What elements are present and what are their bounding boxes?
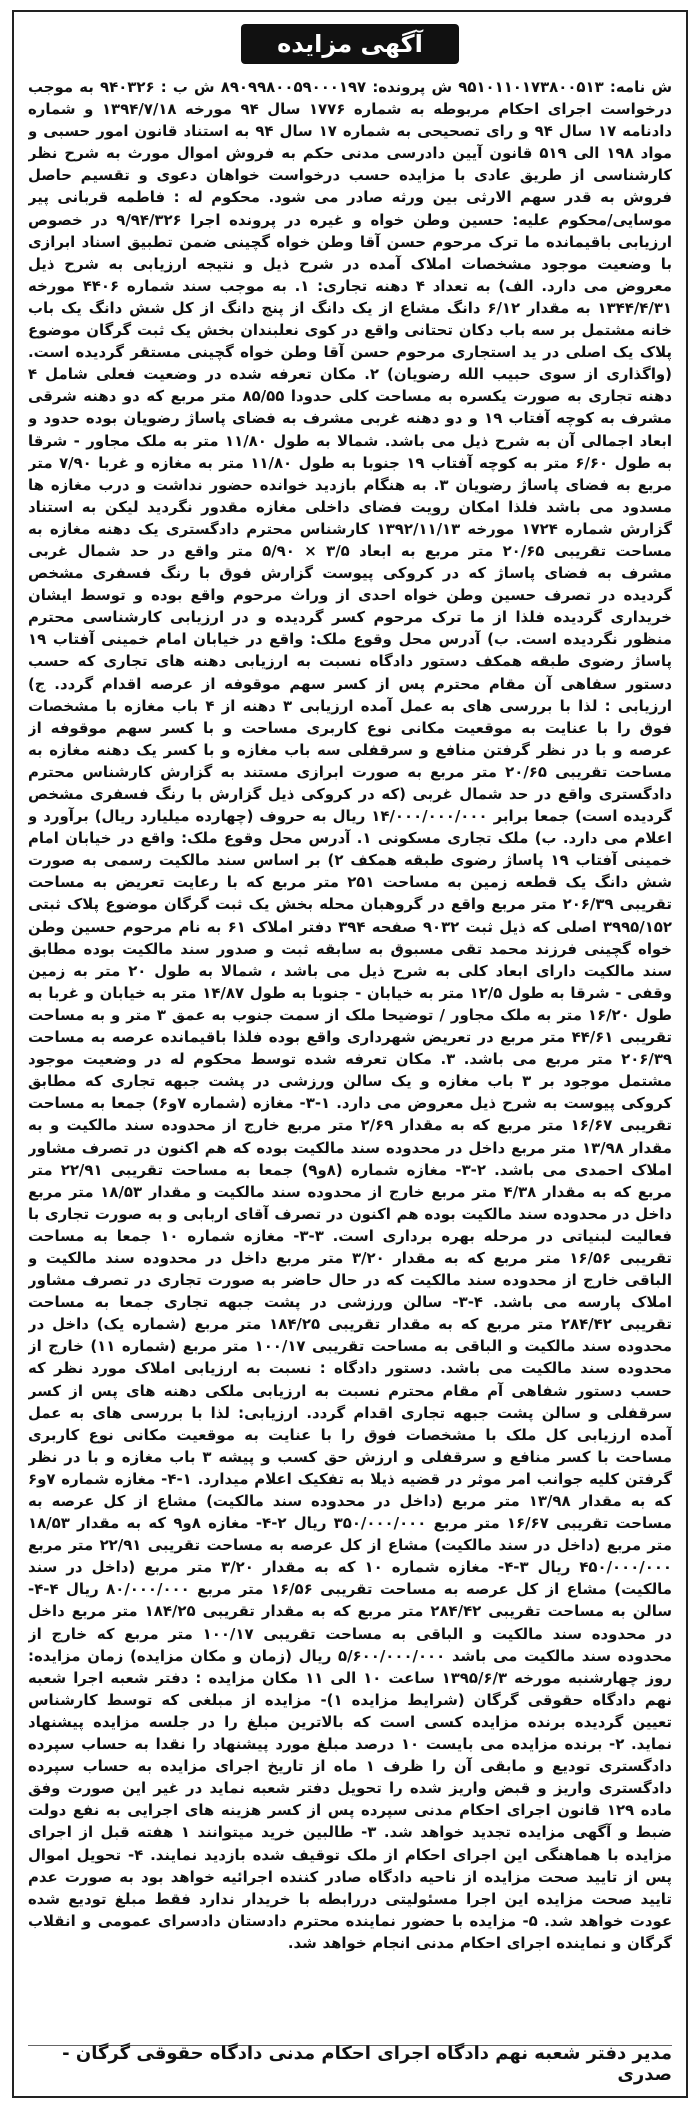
notice-page [12, 10, 688, 2098]
title-bar [14, 22, 686, 66]
notice-body: ش نامه: ۹۵۱۰۱۱۰۱۷۳۸۰۰۵۱۳ ش پرونده: ۸۹۰۹۹۸۰۰۵۹۰۰۰۱۹۷ ش ب : ۹۴۰۳۲۶ به موجب درخواست اجرای احکام مربوطه به شماره ۱۷۷۶ سال ۹۴ مورخه ۱۳۹۴/۷/۱۸ و شماره دادنامه ۱۷ سال ۹۴ و رای تصحیحی به شماره ۱۷ سال ۹۴ به استناد قانون امور حسبی و مواد ۱۹۸ الی ۵۱۹ قانون آیین دادرسی مدنی حکم به فروش اموال مورث به شرح نظر کارشناسی از طریق عادی با مزایده حسب درخواست خواهان دعوی و تقسیم حاصل فروش به قدر سهم الارثی بین ورثه صادر می شود. محکوم له : فاطمه قربانی پیر موسایی/محکوم علیه: حسین وطن خواه و غیره در پرونده اجرا ۹/۹۴/۳۲۶ در خصوص ارزیابی باقیمانده ما ترک مرحوم حسن آقا وطن خواه گچینی ضمن تطبیق اسناد ابرازی با وضعیت موجود مشخصات املاک آمده در شرح ذیل و نتیجه ارزیابی به شرح ذیل معروض می دارد. الف) به تعداد ۴ دهنه تجاری: ۱. به موجب سند شماره ۴۴۰۶ مورخه ۱۳۴۴/۴/۳۱ به مقدار ۶/۱۲ دانگ مشاع از یک دانگ از پنج دانگ از کل شش دانگ یک باب خانه مشتمل بر سه باب دکان تحتانی واقع در کوی نعلبندان بخش یک ثبت گرگان موضوع پلاک یک اصلی در ید استجاری مرحوم حسن آقا وطن خواه گچینی مستقر گردیده است. (واگذاری از سوی حبیب الله رضویان) ۲. مکان تعرفه شده در وضعیت فعلی شامل ۴ دهنه تجاری به صورت یکسره به مساحت کلی حدودا ۸۵/۵۵ متر مربع که دو دهنه شرقی مشرف به کوچه آفتاب ۱۹ و دو دهنه غربی مشرف به فضای پاساژ رضویان بوده حدود و ابعاد اجمالی آن به شرح ذیل می باشد. شمالا به طول ۱۱/۸۰ متر به ملک مجاور - شرقا به طول ۶/۶۰ متر به کوچه آفتاب ۱۹ جنوبا به طول ۱۱/۸۰ متر به مغازه و غربا ۷/۹۰ متر مربع به فضای پاساژ رضویان ۳. به هنگام بازدید خوانده حضور نداشت و درب مغازه ها مسدود می باشد فلذا امکان رویت فضای داخلی مغازه مقدور نگردید لیکن به استناد گزارش شماره ۱۷۲۴ مورخه ۱۳۹۲/۱۱/۱۳ کارشناس محترم دادگستری یک دهنه مغازه به مساحت تقریبی ۲۰/۶۵ متر مربع به ابعاد ۳/۵ × ۵/۹۰ متر واقع در حد شمال غربی مشرف به فضای پاساژ که در کروکی پیوست گزارش فوق با رنگ فسفری مشخص گردیده در تصرف حسین وطن خواه احدی از وراث مرحوم واقع بوده و توسط ایشان خریداری گردیده فلذا از ما ترک مرحوم کسر گردیده و در ارزیابی کارشناسی محترم منظور نگردیده است. ب) آدرس محل وقوع ملک: واقع در خیابان امام خمینی آفتاب ۱۹ پاساژ رضوی طبقه همکف دستور دادگاه نسبت به ارزیابی دهنه های تجاری که حسب دستور سفاهی آن مقام محترم پس از کسر سهم موقوفه از عرصه اقدام گردد. ج) ارزیابی : لذا با بررسی های به عمل آمده ارزیابی ۳ دهنه از ۴ باب مغازه با مشخصات فوق را با عنایت به موقعیت مکانی نوع کاربری مساحت و با کسر سهم موقوفه از عرصه و با در نظر گرفتن منافع و سرقفلی سه باب مغازه و با کسر یک دهنه مغازه به مساحت تقریبی ۲۰/۶۵ متر مربع به صورت ابرازی مستند به گزارش کارشناس محترم دادگستری واقع در حد شمال غربی (که در کروکی ذیل گزارش با رنگ فسفری مشخص گردیده است) جمعا برابر ۱۴/۰۰۰/۰۰۰/۰۰۰ ریال به حروف (چهارده میلیارد ریال) برآورد و اعلام می دارد. ب) ملک تجاری مسکونی ۱. آدرس محل وقوع ملک: واقع در خیابان امام خمینی آفتاب ۱۹ پاساژ رضوی طبقه همکف ۲) بر اساس سند مالکیت رسمی به صورت شش دانگ یک قطعه زمین به مساحت ۲۵۱ متر مربع که با رعایت تعریض به مساحت تقریبی ۲۰۶/۳۹ متر مربع واقع در گروهبان محله بخش یک ثبت گرگان موضوع پلاک ثبتی ۳۹۹۵/۱۵۲ اصلی که ذیل ثبت ۹۰۳۲ صفحه ۳۹۴ دفتر املاک ۶۱ به نام مرحوم حسین وطن خواه گچینی فرزند محمد تقی مسبوق به سابقه ثبت و صدور سند مالکیت بوده مطابق سند مالکیت دارای ابعاد کلی به شرح ذیل می باشد ، شمالا به طول ۲۰ متر به زمین وقفی - شرقا به طول ۱۲/۵ متر به خیابان - جنوبا به طول ۱۴/۸۷ متر به خیابان و غربا به طول ۱۶/۲۰ متر به ملک مجاور / توضیحا ملک از سمت جنوب به عمق ۳ متر و به مساحت تقریبی ۴۴/۶۱ متر مربع در تعریض شهرداری واقع بوده فلذا باقیمانده عرصه به مساحت ۲۰۶/۳۹ متر مربع می باشد. ۳. مکان تعرفه شده توسط محکوم له در وضعیت موجود مشتمل موجود بر ۳ باب مغازه و یک سالن ورزشی در پشت جبهه تجاری که مطابق کروکی پیوست به شرح ذیل معروض می دارد. ۱-۳- مغازه (شماره ۷و۶) جمعا به مساحت تقریبی ۱۶/۶۷ متر مربع که به مقدار ۲/۶۹ متر مربع خارج از محدوده سند مالکیت و به مقدار ۱۳/۹۸ متر مربع داخل در محدوده سند مالکیت بوده که هم اکنون در تصرف مشاور املاک احمدی می باشد. ۲-۳- مغازه شماره (۸و۹) جمعا به مساحت تقریبی ۲۲/۹۱ متر مربع که به مقدار ۴/۳۸ متر مربع خارج از محدوده سند مالکیت و مقدار ۱۸/۵۳ متر مربع داخل در محدوده سند مالکیت بوده هم اکنون در تصرف آقای اربابی و به صورت تجاری با فعالیت لبنیاتی در مرحله بهره برداری است. ۳-۳- مغازه شماره ۱۰ جمعا به مساحت تقریبی ۱۶/۵۶ متر مربع که به مقدار ۳/۲۰ متر مربع داخل در محدوده سند مالکیت و الباقی خارج از محدوده سند مالکیت که در حال حاضر به صورت تجاری در تصرف مشاور املاک پارسه می باشد. ۴-۳- سالن ورزشی در پشت جبهه تجاری جمعا به مساحت تقریبی ۲۸۴/۴۲ متر مربع که به مقدار تقریبی ۱۸۴/۲۵ متر مربع (شماره یک) داخل در محدوده سند مالکیت و الباقی به مساحت تقریبی ۱۰۰/۱۷ متر مربع (شماره ۱۱) خارج از محدوده سند مالکیت می باشد. دستور دادگاه : نسبت به ارزیابی املاک مورد نظر که حسب دستور شفاهی آم مقام محترم نسبت به ارزیابی ملکی دهنه های پس از کسر سرقفلی و سالن پشت جبهه تجاری اقدام گردد. ارزیابی: لذا با بررسی های به عمل آمده ارزیابی کل ملک با مشخصات فوق را با عنایت به موقعیت مکانی نوع کاربری مساحت با کسر منافع و سرقفلی و ارزش حق کسب و پیشه ۳ باب مغازه و با در نظر گرفتن کلیه جوانب امر موثر در قضیه ذیلا به تفکیک اعلام میدارد. ۱-۴- مغازه شماره ۷و۶ که به مقدار ۱۳/۹۸ متر مربع (داخل در محدوده سند مالکیت) مشاع از کل عرصه به مساحت تقریبی ۱۶/۶۷ متر مربع ۳۵۰/۰۰۰/۰۰۰ ریال ۲-۴- مغازه ۸و۹ که به مقدار ۱۸/۵۳ متر مربع (داخل در سند مالکیت) مشاع از کل عرصه به مساحت تقریبی ۲۲/۹۱ متر مربع ۴۵۰/۰۰۰/۰۰۰ ریال ۳-۴- مغازه شماره ۱۰ که به مقدار ۳/۲۰ متر مربع (داخل در سند مالکیت) مشاع از کل عرصه به مساحت تقریبی ۱۶/۵۶ متر مربع ۸۰/۰۰۰/۰۰۰ ریال ۴-۴- سالن به مساحت تقریبی ۲۸۴/۴۲ متر مربع که به مقدار تقریبی ۱۸۴/۲۵ متر مربع داخل در محدوده سند مالکیت و الباقی به مساحت تقریبی ۱۰۰/۱۷ متر مربع که خارج از محدوده سند مالکیت می باشد ۵/۶۰۰/۰۰۰/۰۰۰ ریال (زمان و مکان مزایده) زمان مزایده: روز چهارشنبه مورخه ۱۳۹۵/۶/۳ ساعت ۱۰ الی ۱۱ مکان مزایده : دفتر شعبه اجرا شعبه نهم دادگاه حقوقی گرگان (شرایط مزایده ۱)- مزایده از مبلغی که توسط کارشناس تعیین گردیده برنده مزایده کسی است که بالاترین مبلغ را در جلسه مزایده پیشنهاد نماید. ۲- برنده مزایده می بایست ۱۰ درصد مبلغ مورد پیشنهاد را نقدا به حساب سپرده دادگستری تودیع و مابقی آن را ظرف ۱ ماه از تاریخ اجرای مزایده به حساب سپرده دادگستری واریز و قبض واریز شده را تحویل دفتر شعبه نماید در غیر این صورت وفق ماده ۱۲۹ قانون اجرای احکام مدنی سپرده پس از کسر هزینه های اجرایی به نفع دولت ضبط و آگهی مزایده تجدید خواهد شد. ۳- طالبین خرید میتوانند ۱ هفته قبل از اجرای مزایده با هماهنگی این اجرای احکام از ملک توقیف شده بازدید نمایند. ۴- تحویل اموال پس از تایید صحت مزایده از ناحیه دادگاه صادر کننده اجرائیه خواهد بود به صورت عدم تایید صحت مزایده این اجرا مسئولیتی دررابطه با خریدار ندارد فقط مبلغ تودیع شده عودت خواهد شد. ۵- مزایده با حضور نماینده محترم دادستان دادسرای عمومی و انقلاب گرگان و نماینده اجرای احکام مدنی انجام خواهد شد. [28, 78, 672, 1952]
notice-title: آگهی مزایده [241, 24, 459, 64]
notice-signature: مدیر دفتر شعبه نهم دادگاه اجرای احکام مدنی دادگاه حقوقی گرگان - صدری [28, 2045, 672, 2082]
